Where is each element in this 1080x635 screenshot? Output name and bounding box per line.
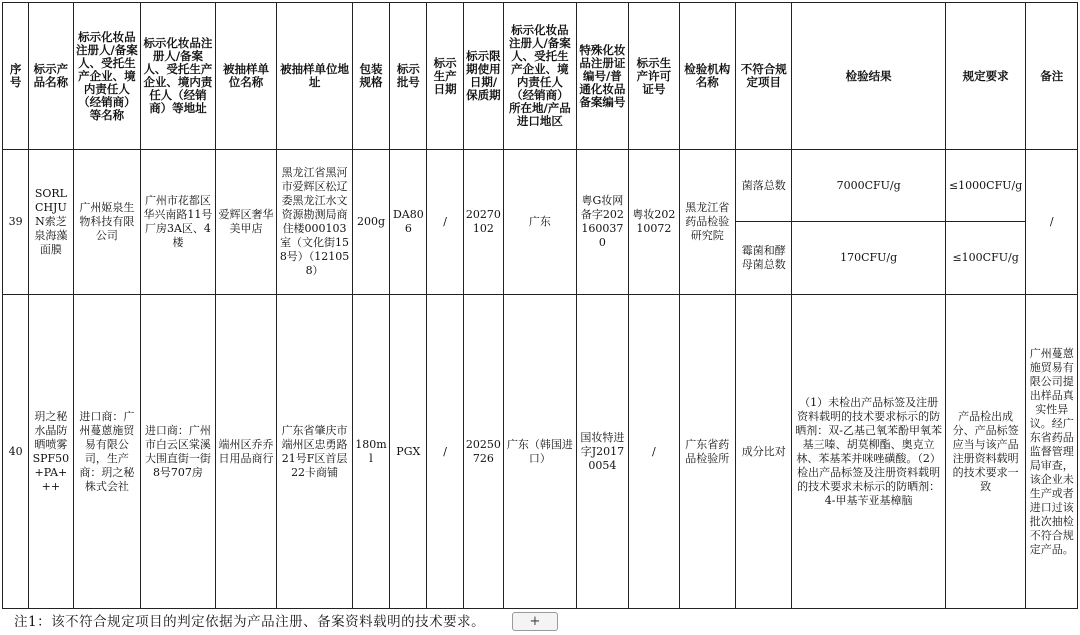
header-cell: 标示产品名称	[29, 3, 73, 150]
serial-number-cell: 40	[3, 295, 29, 609]
result-cell: 170CFU/g	[792, 222, 945, 295]
requirement-cell: ≤1000CFU/g	[945, 150, 1026, 222]
agency-cell: 广东省药品检验所	[679, 295, 735, 609]
batch-cell: DA806	[390, 150, 427, 295]
header-cell: 标示批号	[390, 3, 427, 150]
production-date-cell: /	[427, 150, 463, 295]
cert-number-cell: 粤G妆网备字2021600370	[576, 150, 628, 295]
requirement-cell: 产品检出成分、产品标签应当与该产品注册资料载明的技术要求一致	[945, 295, 1026, 609]
sampled-address-cell: 广东省肇庆市端州区忠勇路21号F区首层22卡商铺	[277, 295, 353, 609]
table-row	[3, 150, 1078, 222]
package-cell: 180ml	[352, 295, 389, 609]
header-cell: 被抽样单位名称	[215, 3, 277, 150]
serial-number-cell: 39	[3, 150, 29, 295]
company-address-cell: 广州市花都区华兴南路11号厂房3A区、4楼	[141, 150, 216, 295]
company-name-cell: 广州姬泉生物科技有限公司	[73, 150, 141, 295]
license-number-cell: /	[629, 295, 679, 609]
region-cell: 广东	[504, 150, 577, 295]
company-address-cell: 进口商：广州市白云区棠溪大围直街一街8号707房	[141, 295, 216, 609]
product-name-cell: SORLCHJUN索芝泉海藻面膜	[29, 150, 73, 295]
expiry-cell: 20270102	[463, 150, 503, 295]
header-cell: 标示生产日期	[427, 3, 463, 150]
company-name-cell: 进口商：广州蔓蒽施贸易有限公司，生产商：玥之秘株式会社	[73, 295, 141, 609]
result-cell: 7000CFU/g	[792, 150, 945, 222]
production-date-cell: /	[427, 295, 463, 609]
result-cell: （1）未检出产品标签及注册资料载明的技术要求标示的防晒剂：双-乙基己氧苯酚甲氧苯基三嗪、胡莫柳酯、奥克立林、苯基苯并咪唑磺酸。（2）检出产品标签及注册资料载明的技术要求未标示的防晒剂：4-甲基苄亚基樟脑	[792, 295, 945, 609]
header-cell: 标示化妆品注册人/备案人、受托生产企业、境内责任人（经销商）等名称	[73, 3, 141, 150]
header-cell: 检验结果	[792, 3, 945, 150]
table-row	[3, 295, 1078, 609]
failed-item-cell: 菌落总数	[736, 150, 792, 222]
failed-item-cell: 霉菌和酵母菌总数	[736, 222, 792, 295]
header-cell: 不符合规定项目	[736, 3, 792, 150]
cert-number-cell: 国妆特进字J20170054	[576, 295, 628, 609]
license-number-cell: 粤妆20210072	[629, 150, 679, 295]
package-cell: 200g	[352, 150, 389, 295]
header-row	[3, 3, 1078, 150]
expiry-cell: 20250726	[463, 295, 503, 609]
sampled-unit-cell: 端州区乔乔日用品商行	[215, 295, 277, 609]
product-name-cell: 玥之秘水晶防晒喷雾SPF50+PA+++	[29, 295, 73, 609]
header-cell: 包装规格	[352, 3, 389, 150]
batch-cell: PGX	[390, 295, 427, 609]
header-cell: 标示生产许可证号	[629, 3, 679, 150]
sampled-unit-cell: 爱辉区奢华美甲店	[215, 150, 277, 295]
header-cell: 标示限期使用日期/保质期	[463, 3, 503, 150]
remark-cell: /	[1026, 150, 1078, 295]
footnote: 注1：该不符合规定项目的判定依据为产品注册、备案资料载明的技术要求。	[14, 614, 486, 630]
failed-item-cell: 成分比对	[736, 295, 792, 609]
header-cell: 规定要求	[945, 3, 1026, 150]
requirement-cell: ≤100CFU/g	[945, 222, 1026, 295]
sampled-address-cell: 黑龙江省黑河市爱辉区松辽委黑龙江水文资源勘测局商住楼000103室（文化街158号）（121058）	[277, 150, 353, 295]
header-cell: 被抽样单位地址	[277, 3, 353, 150]
inspection-results-table	[2, 2, 1078, 609]
remark-cell: 广州蔓蒽施贸易有限公司提出样品真实性异议。经广东省药品监督管理局审查，该企业未生产或者进口过该批次抽检不符合规定产品。	[1026, 295, 1078, 609]
header-cell: 序号	[3, 3, 29, 150]
header-cell: 标示化妆品注册人/备案人、受托生产企业、境内责任人（经销商）所在地/产品进口地区	[504, 3, 577, 150]
header-cell: 检验机构名称	[679, 3, 735, 150]
header-cell: 标示化妆品注册人/备案人、受托生产企业、境内责任人（经销商）等地址	[141, 3, 216, 150]
add-button[interactable]: +	[512, 612, 558, 631]
region-cell: 广东（韩国进口）	[504, 295, 577, 609]
header-cell: 特殊化妆品注册证编号/普通化妆品备案编号	[576, 3, 628, 150]
header-cell: 备注	[1026, 3, 1078, 150]
agency-cell: 黑龙江省药品检验研究院	[679, 150, 735, 295]
